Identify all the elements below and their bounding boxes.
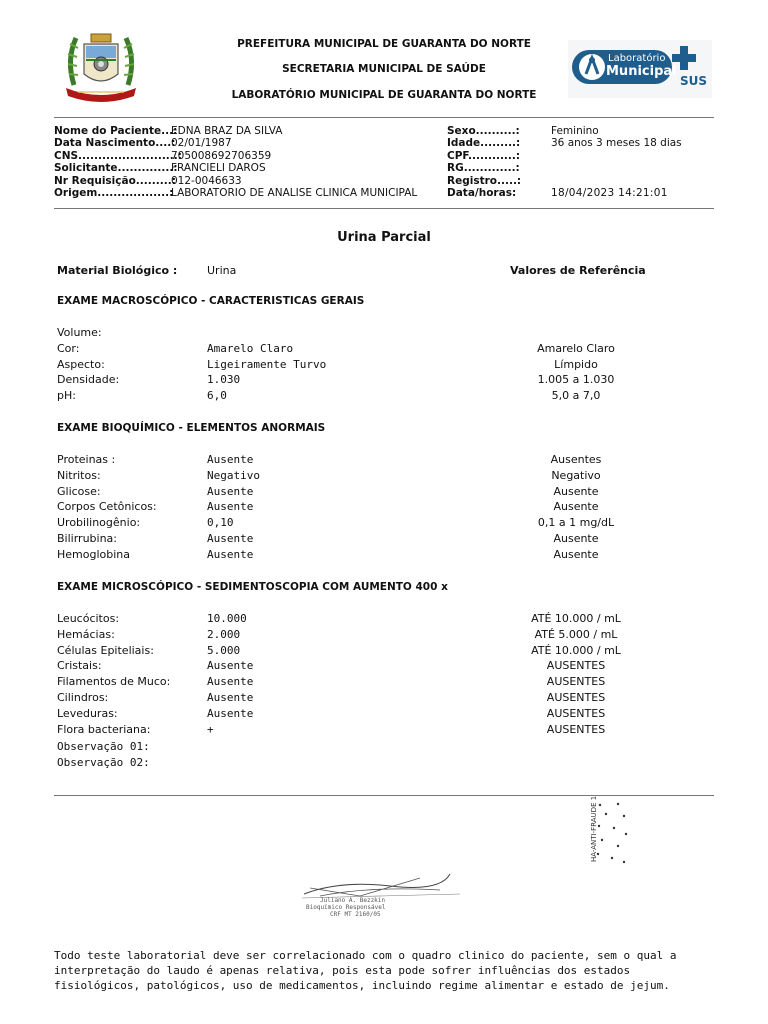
result-label: Nitritos: bbox=[57, 468, 101, 482]
bio-result-row bbox=[0, 548, 768, 564]
result-label: Urobilinogênio: bbox=[57, 516, 141, 530]
cns-label: CNS.........................: bbox=[54, 150, 182, 162]
anti-fraud-stamp bbox=[590, 795, 654, 870]
header-laboratorio: LABORATÓRIO MUNICIPAL DE GUARANTA DO NORTE bbox=[231, 89, 537, 101]
result-value: Ausente bbox=[207, 691, 254, 704]
header-prefeitura: PREFEITURA MUNICIPAL DE GUARANTA DO NORTE bbox=[237, 38, 531, 50]
datetime-label: Data/horas: bbox=[447, 187, 517, 199]
sex-value: Feminino bbox=[551, 125, 599, 137]
origin-value: LABORATORIO DE ANALISE CLINICA MUNICIPAL bbox=[171, 187, 418, 199]
result-label: Proteinas : bbox=[57, 453, 116, 466]
reference-value: AUSENTES bbox=[546, 691, 606, 704]
result-value: Ausente bbox=[207, 659, 254, 673]
result-value: Ausente bbox=[207, 532, 254, 545]
origin-label: Origem..................: bbox=[54, 187, 174, 199]
patient-name-label: Nome do Paciente...: bbox=[54, 125, 178, 137]
disclaimer-line-1: Todo teste laboratorial deve ser correlacionado com o quadro clinico do paciente, sem o qual a bbox=[54, 949, 677, 962]
macro-section-title: EXAME MACROSCÓPICO - CARACTERISTICAS GERAIS bbox=[57, 295, 365, 307]
bio-result-row bbox=[0, 485, 768, 501]
age-value: 36 anos 3 meses 18 dias bbox=[551, 137, 682, 149]
requester-label: Solicitante..............: bbox=[54, 162, 178, 174]
birth-date: 02/01/1987 bbox=[171, 137, 232, 149]
registry-label: Registro.....: bbox=[447, 175, 522, 187]
reference-header: Valores de Referência bbox=[510, 264, 646, 277]
result-label: Filamentos de Muco: bbox=[57, 675, 171, 689]
disclaimer bbox=[54, 948, 714, 993]
age-label: Idade.........: bbox=[447, 137, 521, 149]
result-label: Bilirrubina: bbox=[57, 532, 117, 545]
result-label: Aspecto: bbox=[57, 357, 105, 371]
bio-result-row bbox=[0, 516, 768, 532]
cpf-label: CPF............: bbox=[447, 150, 521, 162]
cns-value: 705008692706359 bbox=[171, 150, 272, 162]
result-value: Amarelo Claro bbox=[207, 341, 294, 355]
result-label: Hemoglobina bbox=[57, 547, 131, 561]
observation-1: Observação 01: bbox=[57, 740, 150, 753]
result-label: Cilindros: bbox=[57, 691, 109, 704]
result-label: Densidade: bbox=[57, 373, 120, 387]
reference-value: Amarelo Claro bbox=[537, 341, 615, 355]
requester-value: FRANCIELI DAROS bbox=[171, 162, 266, 174]
macro-result-row bbox=[0, 373, 768, 389]
micro-result-row bbox=[0, 707, 768, 723]
result-value: 6,0 bbox=[207, 389, 227, 403]
result-label: Leveduras: bbox=[57, 706, 118, 720]
datetime-value: 18/04/2023 14:21:01 bbox=[551, 187, 668, 199]
reference-value: ATÉ 10.000 / mL bbox=[531, 643, 621, 657]
result-label: Glicose: bbox=[57, 484, 101, 498]
result-value: Negativo bbox=[207, 468, 260, 482]
reference-value: 0,1 a 1 mg/dL bbox=[537, 516, 615, 530]
patient-divider bbox=[54, 208, 714, 209]
signature-name: Juliano A. Bezzkin bbox=[320, 897, 386, 904]
result-value: Ausente bbox=[207, 675, 254, 689]
result-value: Ausente bbox=[207, 547, 254, 561]
signature-crf: CRF MT 2160/05 bbox=[330, 911, 381, 918]
birth-date-label: Data Nascimento....: bbox=[54, 137, 176, 149]
signature-role: Bioquímico Responsável bbox=[306, 904, 386, 911]
result-label: Volume: bbox=[57, 326, 102, 339]
micro-result-row bbox=[0, 675, 768, 691]
result-value: Ausente bbox=[207, 706, 254, 720]
sex-label: Sexo..........: bbox=[447, 125, 520, 137]
result-value: 5.000 bbox=[207, 643, 241, 657]
result-value: + bbox=[207, 722, 214, 736]
macro-result-row bbox=[0, 342, 768, 358]
micro-result-row bbox=[0, 659, 768, 675]
signature-block bbox=[300, 866, 466, 920]
reference-value: AUSENTES bbox=[546, 706, 606, 720]
reference-value: 1.005 a 1.030 bbox=[537, 373, 615, 387]
bio-result-row bbox=[0, 453, 768, 469]
material-value: Urina bbox=[207, 264, 237, 277]
macro-result-row bbox=[0, 358, 768, 374]
reference-value: 5,0 a 7,0 bbox=[551, 389, 601, 403]
reference-value: Ausentes bbox=[550, 453, 602, 466]
result-value: Ausente bbox=[207, 484, 254, 498]
header-divider bbox=[54, 117, 714, 118]
result-label: Hemácias: bbox=[57, 627, 115, 641]
result-value: 1.030 bbox=[207, 373, 241, 387]
reference-value: AUSENTES bbox=[546, 659, 606, 673]
reference-value: ATÉ 5.000 / mL bbox=[534, 627, 618, 641]
disclaimer-line-2: interpretação do laudo é apenas relativa, pois esta pode sofrer influências dos estados bbox=[54, 964, 631, 977]
reference-value: Límpido bbox=[554, 357, 598, 371]
result-label: Cor: bbox=[57, 341, 80, 355]
bio-result-row bbox=[0, 500, 768, 516]
result-value: 2.000 bbox=[207, 627, 241, 641]
reference-value: Ausente bbox=[553, 532, 599, 545]
result-label: Células Epiteliais: bbox=[57, 643, 154, 657]
micro-result-row bbox=[0, 723, 768, 739]
result-label: Corpos Cetônicos: bbox=[57, 500, 157, 514]
micro-section-title: EXAME MICROSCÓPICO - SEDIMENTOSCOPIA COM AUMENTO 400 x bbox=[57, 581, 448, 593]
reference-value: Ausente bbox=[553, 500, 599, 514]
bio-result-row bbox=[0, 532, 768, 548]
micro-result-row bbox=[0, 612, 768, 628]
micro-result-row bbox=[0, 691, 768, 707]
result-value: 10.000 bbox=[207, 612, 247, 625]
material-label: Material Biológico : bbox=[57, 264, 178, 277]
disclaimer-line-3: fisiológicos, patológicos, uso de medicamentos, incluindo regime alimentar e estado de jejum. bbox=[54, 979, 670, 992]
requisition-value: 012-0046633 bbox=[171, 175, 242, 187]
rg-label: RG.............: bbox=[447, 162, 520, 174]
requisition-label: Nr Requisição.........: bbox=[54, 175, 176, 187]
header-secretaria: SECRETARIA MUNICIPAL DE SAÚDE bbox=[282, 63, 486, 75]
results-divider bbox=[54, 795, 714, 796]
laboratorio-municipal-logo bbox=[568, 40, 712, 98]
logo-text-municipal: Municipal bbox=[606, 64, 677, 79]
reference-value: Ausente bbox=[553, 484, 599, 498]
reference-value: Negativo bbox=[551, 468, 601, 482]
macro-result-row bbox=[0, 326, 768, 342]
result-label: Cristais: bbox=[57, 659, 102, 673]
result-value: 0,10 bbox=[207, 516, 234, 530]
reference-value: Ausente bbox=[553, 547, 599, 561]
result-value: Ausente bbox=[207, 453, 254, 466]
macro-result-row bbox=[0, 389, 768, 405]
report-title: Urina Parcial bbox=[337, 230, 431, 245]
micro-result-row bbox=[0, 644, 768, 660]
logo-text-laboratorio: Laboratório bbox=[608, 53, 666, 64]
result-value: Ausente bbox=[207, 500, 254, 514]
logo-text-sus: SUS bbox=[680, 74, 708, 88]
micro-result-row bbox=[0, 628, 768, 644]
result-label: Leucócitos: bbox=[57, 612, 120, 625]
reference-value: AUSENTES bbox=[546, 722, 606, 736]
bio-section-title: EXAME BIOQUÍMICO - ELEMENTOS ANORMAIS bbox=[57, 422, 326, 434]
observation-2: Observação 02: bbox=[57, 756, 150, 769]
reference-value: AUSENTES bbox=[546, 675, 606, 689]
result-label: Flora bacteriana: bbox=[57, 722, 151, 736]
patient-name: EDNA BRAZ DA SILVA bbox=[171, 125, 283, 137]
result-label: pH: bbox=[57, 389, 76, 403]
anti-fraud-code: HA-ANTI-FRAUDE 1 bbox=[590, 795, 598, 862]
result-value: Ligeiramente Turvo bbox=[207, 357, 327, 371]
reference-value: ATÉ 10.000 / mL bbox=[531, 612, 621, 625]
bio-result-row bbox=[0, 469, 768, 485]
